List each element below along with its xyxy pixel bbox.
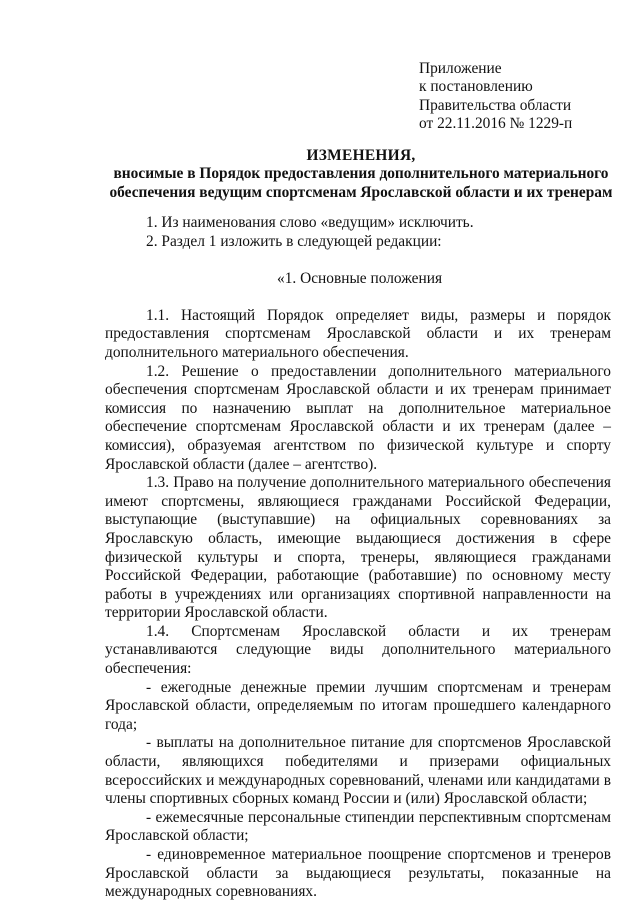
list-item-monthly-stipends: - ежемесячные персональные стипендии перспективным спортсменам Ярославской области;: [105, 808, 611, 845]
list-item-nutrition-payments: - выплаты на дополнительное питание для спортсменов Ярославской области, являющихся победителями и призерами официальных всероссийских и международных соревнований, членами или кандидатами в члены спортивных сборных команд России и (или) Ярославской области;: [105, 734, 611, 808]
appendix-line-1: Приложение: [419, 60, 502, 77]
paragraph-1-2: 1.2. Решение о предоставлении дополнительного материального обеспечения спортсменам Ярославской области и их тренерам принимает комиссия по назначению выплат на дополнительное материальное обеспечение спортсменам Ярославской области и их тренерам (далее – комиссия), образуемая агентством по физической культуре и спорту Ярославской области (далее – агентство).: [105, 362, 611, 473]
section-title: «1. Основные положения: [277, 270, 443, 288]
document-body: [105, 214, 611, 902]
paragraph-1-3: 1.3. Право на получение дополнительного материального обеспечения имеют спортсмены, являющиеся гражданами Российской Федерации, выступающие (выступавшие) на официальных соревнованиях за Ярославскую область, имеющие выдающиеся достижения в сфере физической культуры и спорта, тренеры, являющиеся гражданами Российской Федерации, работающие (работавшие) по основному месту работы в учреждениях или организациях спортивной направленности на территории Ярославской области.: [105, 474, 611, 622]
heading-subtitle-line-2: обеспечения ведущим спортсменам Ярославской области и их тренерам: [109, 183, 613, 201]
list-item-one-time-reward: - единовременное материальное поощрение спортсменов и тренеров Ярославской области за выдающиеся результаты, показанные на международных соревнованиях.: [105, 846, 611, 901]
item-2: 2. Раздел 1 изложить в следующей редакции:: [146, 232, 442, 250]
appendix-line-3: Правительства области: [419, 96, 572, 114]
appendix-block: [419, 60, 634, 134]
list-item-annual-prizes: - ежегодные денежные премии лучшим спортсменам и тренерам Ярославской области, определяемым по итогам прошедшего календарного года;: [105, 678, 611, 733]
item-1: 1. Из наименования слово «ведущим» исключить.: [146, 214, 474, 231]
document-heading: [105, 147, 617, 202]
paragraph-1-1: 1.1. Настоящий Порядок определяет виды, размеры и порядок предоставления спортсменам Ярославской области и их тренерам дополнительного материального обеспечения.: [105, 306, 611, 361]
heading-subtitle-line-1: вносимые в Порядок предоставления дополнительного материального: [113, 165, 609, 183]
paragraph-1-4: 1.4. Спортсменам Ярославской области и их тренерам устанавливаются следующие виды дополнительного материального обеспечения:: [105, 622, 611, 678]
heading-title: ИЗМЕНЕНИЯ,: [306, 147, 416, 164]
appendix-line-2: к постановлению: [419, 78, 533, 96]
appendix-line-4: от 22.11.2016 № 1229-п: [419, 115, 573, 133]
